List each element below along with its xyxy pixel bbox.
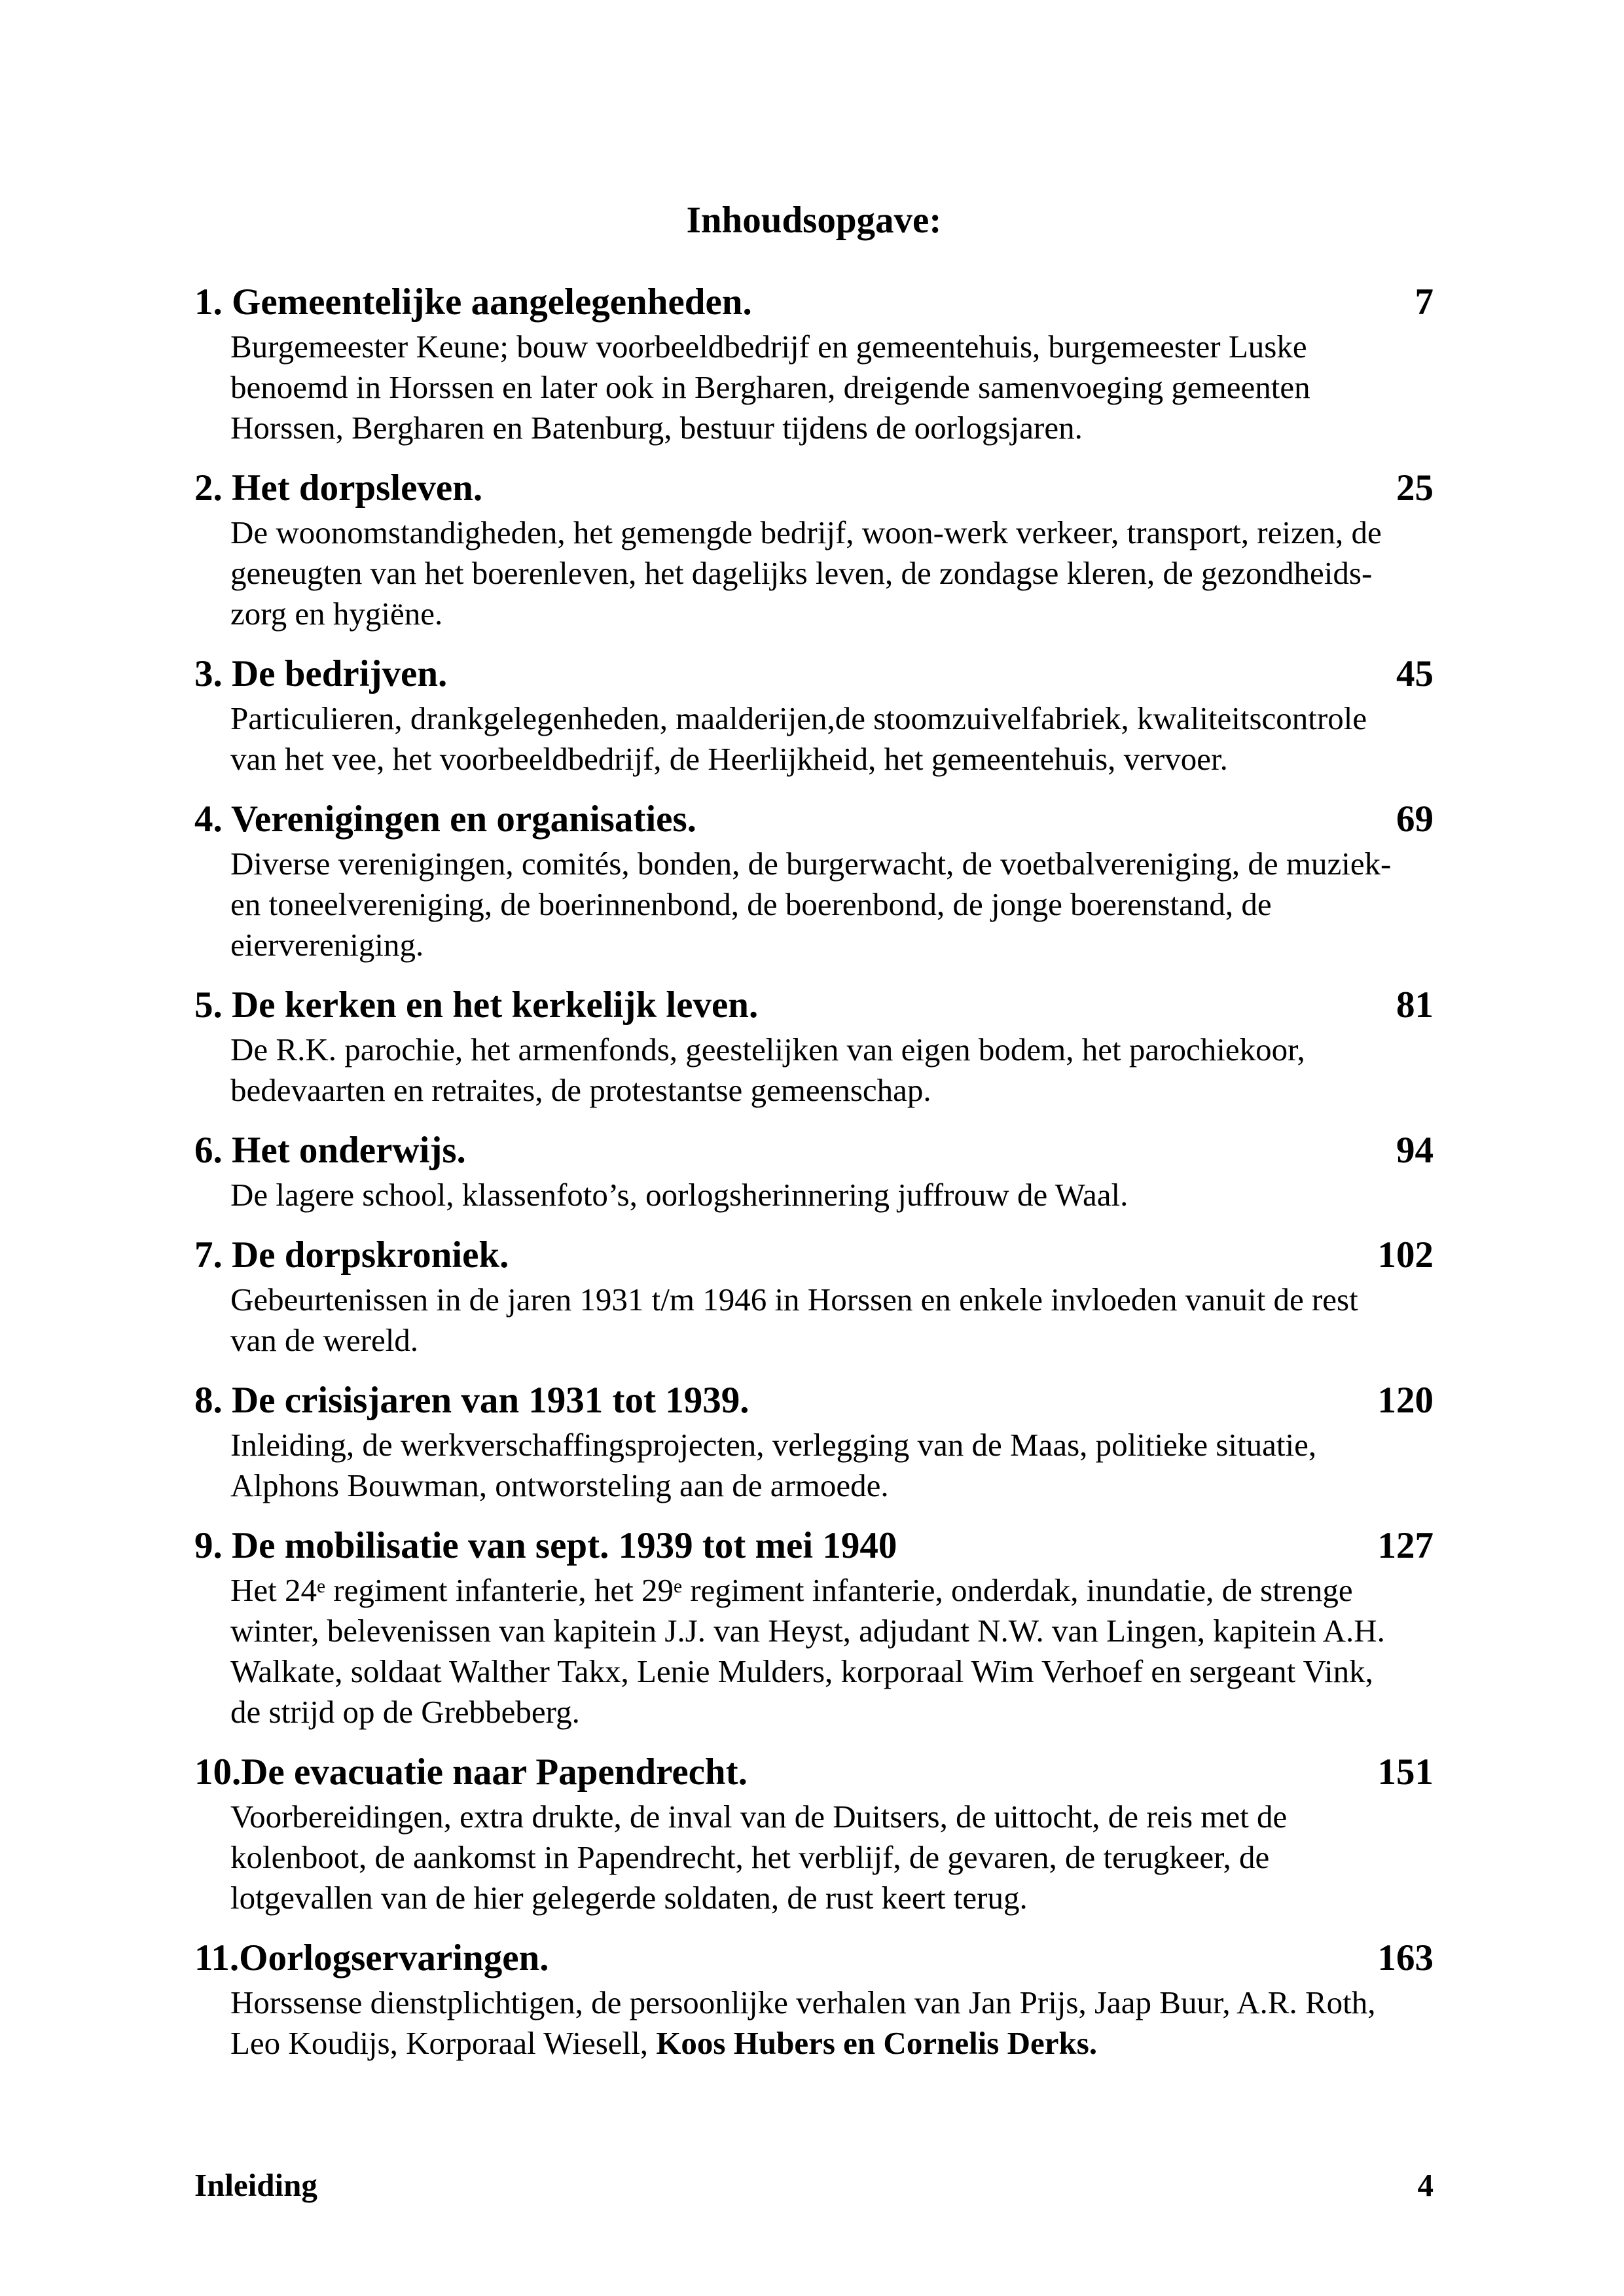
text-run: regiment infanterie, het 29 xyxy=(325,1572,674,1608)
toc-entry-description-line: de strijd op de Grebbeberg. xyxy=(230,1694,580,1730)
text-run: e xyxy=(317,1575,326,1597)
toc-entry-heading xyxy=(194,1231,1434,1280)
toc-entry xyxy=(194,650,1434,780)
text-run: Koos Hubers en Cornelis Derks. xyxy=(656,2025,1098,2061)
toc-entry-heading xyxy=(194,278,1434,327)
toc-entry-description-line xyxy=(230,1570,1434,1611)
toc-entry-description-line: Horssense dienstplichtigen, de persoonlijke verhalen van Jan Prijs, Jaap Buur, A.R. Roth, xyxy=(230,1984,1376,2020)
toc-entry-title: 9. De mobilisatie van sept. 1939 tot mei 1940 xyxy=(194,1525,897,1566)
toc-entry-description xyxy=(230,698,1434,780)
toc-entry-page-number: 94 xyxy=(1396,1130,1434,1171)
toc-entry-description xyxy=(230,512,1434,634)
toc-entry-description xyxy=(230,1175,1434,1215)
toc-entry-heading xyxy=(194,1522,1434,1570)
toc-entry-description-line: Walkate, soldaat Walther Takx, Lenie Mulders, korporaal Wim Verhoef en sergeant Vink, xyxy=(230,1653,1373,1689)
footer-section-label: Inleiding xyxy=(194,2167,317,2203)
toc-entry-description-line xyxy=(230,2023,1434,2064)
toc-entry xyxy=(194,278,1434,448)
toc-entry-description-line: Voorbereidingen, extra drukte, de inval van de Duitsers, de uittocht, de reis met de xyxy=(230,1799,1288,1835)
toc-entry xyxy=(194,464,1434,634)
toc-entry-page-number: 151 xyxy=(1377,1751,1434,1793)
toc-entry-heading xyxy=(194,981,1434,1030)
toc-entry-description xyxy=(230,1982,1434,2064)
toc-entry-description-line: De R.K. parochie, het armenfonds, geestelijken van eigen bodem, het parochiekoor, xyxy=(230,1031,1305,1067)
toc-entry-description-line: Horssen, Bergharen en Batenburg, bestuur tijdens de oorlogsjaren. xyxy=(230,410,1083,446)
toc-entry xyxy=(194,1522,1434,1732)
page-title: Inhoudsopgave: xyxy=(686,200,942,241)
text-run: Leo Koudijs, Korporaal Wiesell, xyxy=(230,2025,657,2061)
toc-entry-description-line: Diverse verenigingen, comités, bonden, de burgerwacht, de voetbalvereniging, de muziek- xyxy=(230,846,1392,882)
toc-entry-description xyxy=(230,1797,1434,1918)
toc-entry-heading xyxy=(194,1748,1434,1797)
toc-entry-page-number: 69 xyxy=(1396,798,1434,840)
toc-entry-title: 7. De dorpskroniek. xyxy=(194,1234,509,1276)
toc-entry-description-line: benoemd in Horssen en later ook in Bergharen, dreigende samenvoeging gemeenten xyxy=(230,369,1310,405)
toc-entry-description-line: Alphons Bouwman, ontworsteling aan de armoede. xyxy=(230,1467,889,1503)
toc-entry xyxy=(194,981,1434,1111)
toc-entry-description-line: De lagere school, klassenfoto’s, oorlogsherinnering juffrouw de Waal. xyxy=(230,1177,1128,1213)
toc-entry-description xyxy=(230,844,1434,965)
toc-entry-page-number: 81 xyxy=(1396,984,1434,1026)
toc-entry-page-number: 102 xyxy=(1377,1234,1434,1276)
toc-entry-description-line: eiervereniging. xyxy=(230,927,424,963)
toc-entry-heading xyxy=(194,1376,1434,1425)
footer-page-number: 4 xyxy=(1417,2167,1434,2203)
toc-entry-page-number: 163 xyxy=(1377,1937,1434,1979)
toc-entry-description-line: van het vee, het voorbeeldbedrijf, de Heerlijkheid, het gemeentehuis, vervoer. xyxy=(230,741,1228,777)
toc-list xyxy=(194,278,1434,2064)
toc-entry-description-line: zorg en hygiëne. xyxy=(230,596,443,632)
toc-entry-description-line: van de wereld. xyxy=(230,1322,419,1358)
toc-entry-description xyxy=(230,1425,1434,1506)
toc-entry-description-line: Particulieren, drankgelegenheden, maalderijen,de stoomzuivelfabriek, kwaliteitscontrole xyxy=(230,700,1367,736)
toc-entry-title: 8. De crisisjaren van 1931 tot 1939. xyxy=(194,1380,749,1421)
toc-entry-heading xyxy=(194,795,1434,844)
toc-entry-description-line: Gebeurtenissen in de jaren 1931 t/m 1946 in Horssen en enkele invloeden vanuit de rest xyxy=(230,1282,1358,1318)
toc-entry xyxy=(194,1934,1434,2064)
toc-entry xyxy=(194,1126,1434,1215)
toc-entry-heading xyxy=(194,1934,1434,1982)
toc-entry-description-line: bedevaarten en retraites, de protestantse gemeenschap. xyxy=(230,1072,931,1108)
toc-entry-description xyxy=(230,1280,1434,1361)
toc-entry-page-number: 7 xyxy=(1415,281,1434,323)
toc-entry-heading xyxy=(194,1126,1434,1175)
toc-entry-title: 3. De bedrijven. xyxy=(194,653,448,694)
toc-entry-page-number: 45 xyxy=(1396,653,1434,694)
toc-entry xyxy=(194,1376,1434,1506)
text-run: e xyxy=(674,1575,683,1597)
page-content xyxy=(194,196,1434,2064)
toc-entry-page-number: 25 xyxy=(1396,467,1434,509)
toc-entry-title: 11.Oorlogservaringen. xyxy=(194,1937,549,1979)
toc-entry-description xyxy=(230,327,1434,448)
toc-entry-description-line: Burgemeester Keune; bouw voorbeeldbedrijf en gemeentehuis, burgemeester Luske xyxy=(230,329,1307,365)
toc-entry-page-number: 127 xyxy=(1377,1525,1434,1566)
toc-entry-title: 5. De kerken en het kerkelijk leven. xyxy=(194,984,759,1026)
toc-entry-title: 2. Het dorpsleven. xyxy=(194,467,483,509)
page-footer xyxy=(194,2165,1434,2206)
toc-entry-page-number: 120 xyxy=(1377,1380,1434,1421)
toc-entry-description-line: De woonomstandigheden, het gemengde bedrijf, woon-werk verkeer, transport, reizen, de xyxy=(230,514,1382,550)
text-run: regiment infanterie, onderdak, inundatie, de strenge xyxy=(682,1572,1353,1608)
toc-entry-description xyxy=(230,1570,1434,1732)
toc-entry-description-line: Inleiding, de werkverschaffingsprojecten, verlegging van de Maas, politieke situatie, xyxy=(230,1427,1317,1463)
toc-entry-description-line: lotgevallen van de hier gelegerde soldaten, de rust keert terug. xyxy=(230,1880,1028,1916)
toc-entry-description-line: kolenboot, de aankomst in Papendrecht, het verblijf, de gevaren, de terugkeer, de xyxy=(230,1839,1270,1875)
toc-entry-description-line: geneugten van het boerenleven, het dagelijks leven, de zondagse kleren, de gezondheids- xyxy=(230,555,1373,591)
toc-entry-title: 10.De evacuatie naar Papendrecht. xyxy=(194,1751,748,1793)
toc-entry-heading xyxy=(194,650,1434,698)
toc-entry-description xyxy=(230,1030,1434,1111)
toc-entry xyxy=(194,1748,1434,1918)
toc-entry-title: 6. Het onderwijs. xyxy=(194,1130,466,1171)
toc-entry-heading xyxy=(194,464,1434,512)
toc-entry xyxy=(194,795,1434,965)
toc-entry-title: 4. Verenigingen en organisaties. xyxy=(194,798,696,840)
toc-entry-title: 1. Gemeentelijke aangelegenheden. xyxy=(194,281,752,323)
toc-entry-description-line: winter, belevenissen van kapitein J.J. van Heyst, adjudant N.W. van Lingen, kapitein A.H. xyxy=(230,1613,1385,1649)
toc-entry xyxy=(194,1231,1434,1361)
toc-entry-description-line: en toneelvereniging, de boerinnenbond, de boerenbond, de jonge boerenstand, de xyxy=(230,886,1272,922)
text-run: Het 24 xyxy=(230,1572,317,1608)
